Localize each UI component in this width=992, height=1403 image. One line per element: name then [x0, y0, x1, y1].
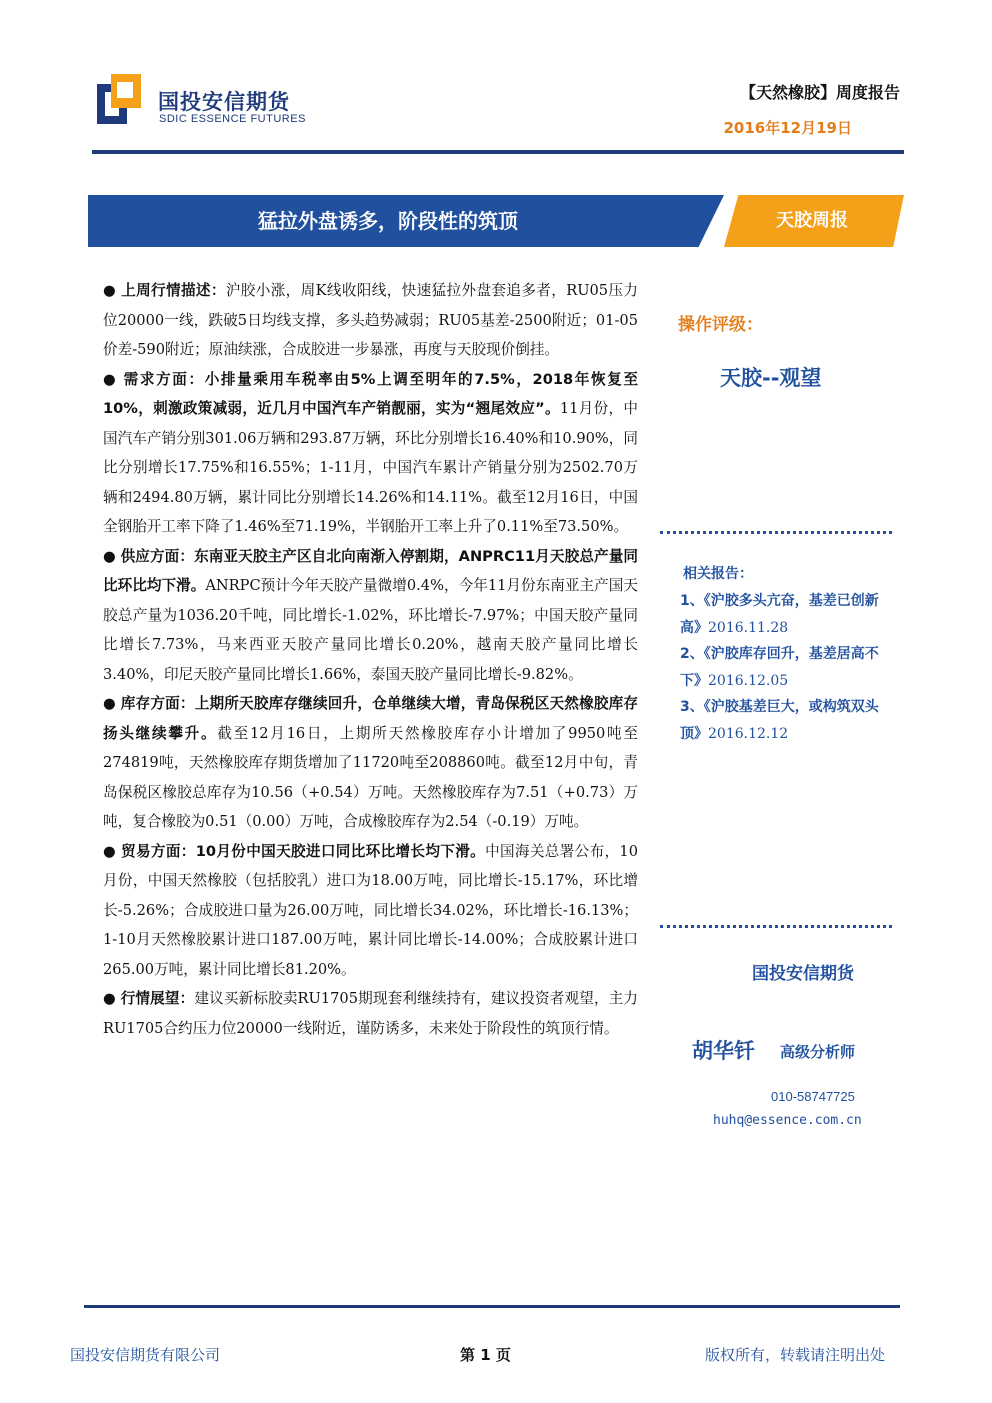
- sidebar-divider: [660, 925, 892, 928]
- company-name: 国投安信期货: [752, 964, 854, 984]
- related-report-item[interactable]: [680, 641, 885, 694]
- logo-chinese-name: 国投安信期货: [158, 90, 290, 114]
- bullet: ●: [103, 842, 117, 860]
- related-report-date: 2016.11.28: [708, 619, 789, 636]
- analyst-title: 高级分析师: [780, 1043, 856, 1061]
- section-heading: 库存方面：: [120, 695, 195, 712]
- bullet: ●: [103, 547, 116, 565]
- section-text: 中国海关总署公布，10月份，中国天然橡胶（包括胶乳）进口为18.00万吨，同比增长-15.17%，环比增长-5.26%；合成胶进口量为26.00万吨，同比增长34.02%，环比增长-16.13%；1-10月天然橡胶累计进口187.00万吨，累计同比增长-14.00%；合成胶累计进口265.00万吨，累计同比增长81.20%。: [103, 842, 639, 978]
- main-content: [103, 276, 638, 1043]
- section-outlook: [103, 984, 638, 1043]
- related-report-date: 2016.12.05: [708, 672, 789, 689]
- section-key-point: 小排量乘用车税率由5%上调至明年的7.5%，2018年恢复至10%，刺激政策减弱，近几月中国汽车产销靓丽，实为“翘尾效应”。: [103, 370, 639, 417]
- rating-value: 天胶--观望: [720, 366, 822, 390]
- section-market-review: [103, 276, 638, 365]
- section-key-point: 东南亚天胶主产区自北向南渐入停割期，ANPRC11月天胶总产量同比环比均下滑。: [103, 547, 639, 594]
- analyst-name: 胡华钎: [692, 1039, 755, 1063]
- related-report-item[interactable]: [680, 694, 885, 747]
- logo-english-name: SDIC ESSENCE FUTURES: [159, 113, 306, 125]
- report-date: 2016年12月19日: [723, 119, 852, 137]
- analyst-email[interactable]: huhq@essence.com.cn: [713, 1113, 862, 1128]
- company-logo-mark: [97, 74, 141, 124]
- related-report-title: 《沪胶库存回升，基差居高不下》: [680, 646, 879, 689]
- related-report-number: 2、: [680, 646, 704, 662]
- bullet: ●: [103, 990, 116, 1007]
- related-report-title: 《沪胶基差巨大，或构筑双头顶》: [680, 699, 879, 742]
- section-inventory: [103, 689, 638, 837]
- related-report-item[interactable]: [680, 588, 885, 641]
- related-report-title: 《沪胶多头亢奋，基差已创新高》: [680, 593, 879, 636]
- bullet: ●: [103, 282, 117, 299]
- related-reports-heading: 相关报告：: [683, 566, 753, 582]
- rating-label: 操作评级：: [678, 315, 763, 335]
- section-heading: 行情展望：: [120, 990, 195, 1007]
- section-text: 建议买新标胶卖RU1705期现套利继续持有，建议投资者观望，主力RU1705合约压力位20000一线附近，谨防诱多，未来处于阶段性的筑顶行情。: [103, 990, 639, 1037]
- section-text: 11月份，中国汽车产销分别301.06万辆和293.87万辆，环比分别增长16.40%和10.90%，同比分别增长17.75%和16.55%；1-11月，中国汽车累计产销量分别为2502.70万辆和2494.80万辆，累计同比分别增长14.26%和14.11%。截至12月16日，中国全钢胎开工率下降了1.46%至71.19%，半钢胎开工率上升了0.11%至73.50%。: [103, 400, 638, 535]
- header-divider: [92, 150, 904, 154]
- related-report-number: 1、: [680, 593, 704, 609]
- report-title: 猛拉外盘诱多，阶段性的筑顶: [258, 209, 518, 233]
- report-type: 【天然橡胶】周度报告: [739, 83, 900, 102]
- analyst-phone: 010-58747725: [771, 1089, 855, 1104]
- bullet: ●: [103, 695, 116, 712]
- report-tag: 天胶周报: [776, 210, 848, 231]
- footer-divider: [84, 1305, 900, 1308]
- section-heading: 上周行情描述：: [121, 282, 226, 299]
- sidebar-divider: [660, 531, 892, 534]
- section-text: ANRPC预计今年天胶产量微增0.4%，今年11月份东南亚主产国天胶总产量为1036.20千吨，同比增长-1.02%，环比增长-7.97%；中国天胶产量同比增长7.73%，马来西亚天胶产量同比增长0.20%，越南天胶产量同比增长3.40%，印尼天胶产量同比增长1.66%，泰国天胶产量同比增长-9.82%。: [103, 577, 638, 683]
- section-text: 沪胶小涨，周K线收阳线，快速猛拉外盘套追多者，RU05压力位20000一线，跌破5日均线支撑，多头趋势减弱；RU05基差-2500附近；01-05价差-590附近；原油续涨，合成胶进一步暴涨，再度与天胶现价倒挂。: [103, 282, 639, 358]
- section-key-point: 10月份中国天胶进口同比环比增长均下滑。: [195, 842, 486, 860]
- related-reports-list: [680, 588, 885, 747]
- page-number: 第 1 页: [460, 1346, 511, 1364]
- bullet: ●: [103, 370, 118, 388]
- section-key-point: 上期所天胶库存继续回升，仓单继续大增，青岛保税区天然橡胶库存扬头继续攀升。: [103, 695, 639, 742]
- section-supply: [103, 542, 638, 690]
- section-demand: [103, 365, 638, 542]
- copyright-notice: 版权所有，转载请注明出处: [705, 1346, 886, 1364]
- section-heading: 供应方面：: [120, 547, 195, 565]
- section-text: 截至12月16日，上期所天然橡胶库存小计增加了9950吨至274819吨，天然橡胶库存期货增加了11720吨至208860吨。截至12月中旬，青岛保税区橡胶总库存为10.56（+0.54）万吨。天然橡胶库存为7.51（+0.73）万吨，复合橡胶为0.51（0.00）万吨，合成橡胶库存为2.54（-0.19）万吨。: [103, 724, 638, 830]
- footer-company: 国投安信期货有限公司: [70, 1346, 221, 1364]
- related-report-number: 3、: [680, 699, 704, 715]
- section-heading: 贸易方面：: [121, 842, 196, 860]
- related-report-date: 2016.12.12: [708, 725, 789, 742]
- section-trade: [103, 837, 638, 985]
- section-heading: 需求方面：: [123, 370, 205, 388]
